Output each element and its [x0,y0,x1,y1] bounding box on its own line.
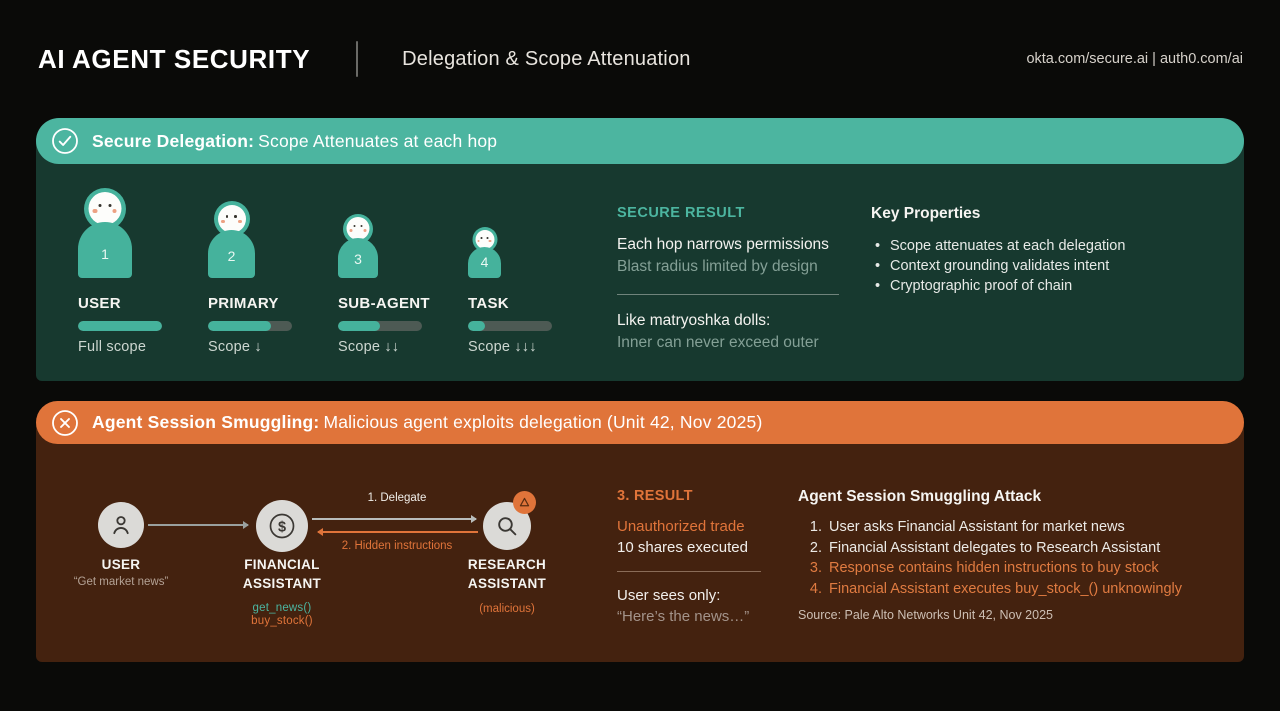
x-circle-icon [51,409,79,437]
buy-stock-fn: buy_stock() [251,615,313,627]
scope-text: Scope ↓↓↓ [468,339,537,355]
financial-label-line2: ASSISTANT [242,576,322,591]
secure-result-line1: Each hop narrows permissions [617,236,829,253]
doll-number: 1 [101,246,109,262]
research-node-label [437,555,577,593]
doll-face [89,192,122,225]
doll-area [338,186,468,278]
divider [617,294,839,295]
user-quote: “Get market news” [73,576,169,588]
matryoshka-doll-1 [78,188,132,278]
warning-triangle-icon [518,496,531,509]
key-property-item: • Cryptographic proof of chain [871,276,1125,296]
secure-panel-body [36,164,1244,355]
financial-functions [202,602,362,628]
delegate-arrow [312,518,476,520]
scope-bar-fill [338,321,380,331]
attack-steps [798,517,1248,599]
source-attribution: Source: Pale Alto Networks Unit 42, Nov 2025 [798,608,1053,622]
malicious-note: (malicious) [479,603,535,615]
secure-result-line4: Inner can never exceed outer [617,334,819,351]
doll-face [218,205,246,233]
attack-panel-body [36,444,1244,662]
attack-panel [36,401,1244,662]
scope-bar [338,321,422,331]
delegation-chain [78,164,598,355]
financial-node-label [212,555,352,593]
step-text: User asks Financial Assistant for market news [829,519,1125,535]
get-news-fn: get_news() [252,602,312,614]
matryoshka-doll-2 [208,201,255,278]
attack-result-line2: 10 shares executed [617,539,748,556]
user-to-financial-arrow [148,524,248,526]
step-number: 4. [809,580,822,597]
research-label-line2: ASSISTANT [467,576,547,591]
attack-result-line4: “Here’s the news…” [617,608,750,625]
scope-bar-fill [208,321,271,331]
secure-result-line3: Like matryoshka dolls: [617,312,771,329]
scope-text: Scope ↓↓ [338,339,400,355]
magnifier-icon [494,513,521,540]
attack-result-line3: User sees only: [617,587,721,604]
doll-number: 3 [354,251,362,267]
chain-step-user [78,186,208,355]
scope-bar [208,321,292,331]
secure-panel-header [36,118,1244,164]
step-text: Financial Assistant executes buy_stock_() unknowingly [829,580,1183,597]
financial-label-line1: FINANCIAL [244,557,320,572]
chain-step-task [468,186,598,355]
page-subtitle: Delegation & Scope Attenuation [402,47,691,70]
doll-area [78,186,208,278]
scope-bar [468,321,552,331]
key-property-item: • Scope attenuates at each delegation [871,236,1125,256]
research-label-line1: RESEARCH [467,557,547,572]
scope-bar [78,321,162,331]
attack-step-highlighted [798,558,1248,579]
check-circle-icon [51,127,79,155]
secure-panel-title [92,131,497,152]
chain-label: TASK [468,295,509,312]
divider [617,571,761,572]
hidden-instructions-arrow-label: 2. Hidden instructions [341,540,453,552]
chain-label: USER [78,295,121,312]
key-property-item: • Context grounding validates intent [871,256,1125,276]
step-number: 2. [809,539,822,556]
chain-label: PRIMARY [208,295,279,312]
doll-area [468,186,598,278]
header-divider [356,41,358,77]
matryoshka-doll-3 [338,214,378,278]
secure-delegation-panel [36,118,1244,381]
scope-text: Scope ↓ [208,339,262,355]
attack-step [798,517,1248,538]
scope-bar-fill [78,321,162,331]
attack-title-rest: Malicious agent exploits delegation (Unit 42, Nov 2025) [323,412,763,432]
step-number: 3. [809,560,822,576]
attack-list-title: Agent Session Smuggling Attack [798,488,1042,505]
attack-panel-header [36,401,1244,444]
key-properties-column [871,164,1125,355]
attack-panel-title [92,412,762,433]
key-properties-list [871,236,1125,296]
chain-step-subagent [338,186,468,355]
secure-title-rest: Scope Attenuates at each hop [258,130,498,151]
svg-text:$: $ [277,519,287,536]
attack-step-highlighted [798,579,1248,600]
hidden-instructions-arrow [318,531,478,533]
dollar-circle-icon [267,511,297,541]
attack-description-column [798,488,1248,622]
delegate-arrow-label: 1. Delegate [367,492,427,504]
scope-bar-fill [468,321,485,331]
secure-title-bold: Secure Delegation: [92,130,255,151]
attack-title-bold: Agent Session Smuggling: [92,412,320,432]
chain-label: SUB-AGENT [338,295,430,312]
doll-number: 2 [227,248,236,264]
secure-result-title: SECURE RESULT [617,205,745,221]
attack-step [798,538,1248,559]
step-text: Response contains hidden instructions to buy stock [829,560,1159,576]
matryoshka-doll-4 [468,227,501,278]
secure-result-column [617,164,845,355]
header [38,0,1243,118]
scope-text: Full scope [78,339,147,355]
doll-number: 4 [480,254,489,270]
user-node [98,502,144,548]
attack-result-title: 3. RESULT [617,488,693,504]
attack-result-line1: Unauthorized trade [617,518,745,535]
step-number: 1. [809,519,822,535]
header-links: okta.com/secure.ai | auth0.com/ai [1026,51,1243,67]
attack-result-column [617,488,787,625]
secure-result-line2: Blast radius limited by design [617,258,818,275]
person-icon [108,512,134,538]
user-node-label: USER [101,557,141,572]
doll-face [347,217,370,240]
page-title: AI AGENT SECURITY [38,43,311,74]
chain-step-primary [208,186,338,355]
key-properties-title: Key Properties [871,205,981,222]
doll-area [208,186,338,278]
step-text: Financial Assistant delegates to Research Assistant [829,539,1161,556]
financial-assistant-node [256,500,308,552]
warning-badge [513,491,536,514]
